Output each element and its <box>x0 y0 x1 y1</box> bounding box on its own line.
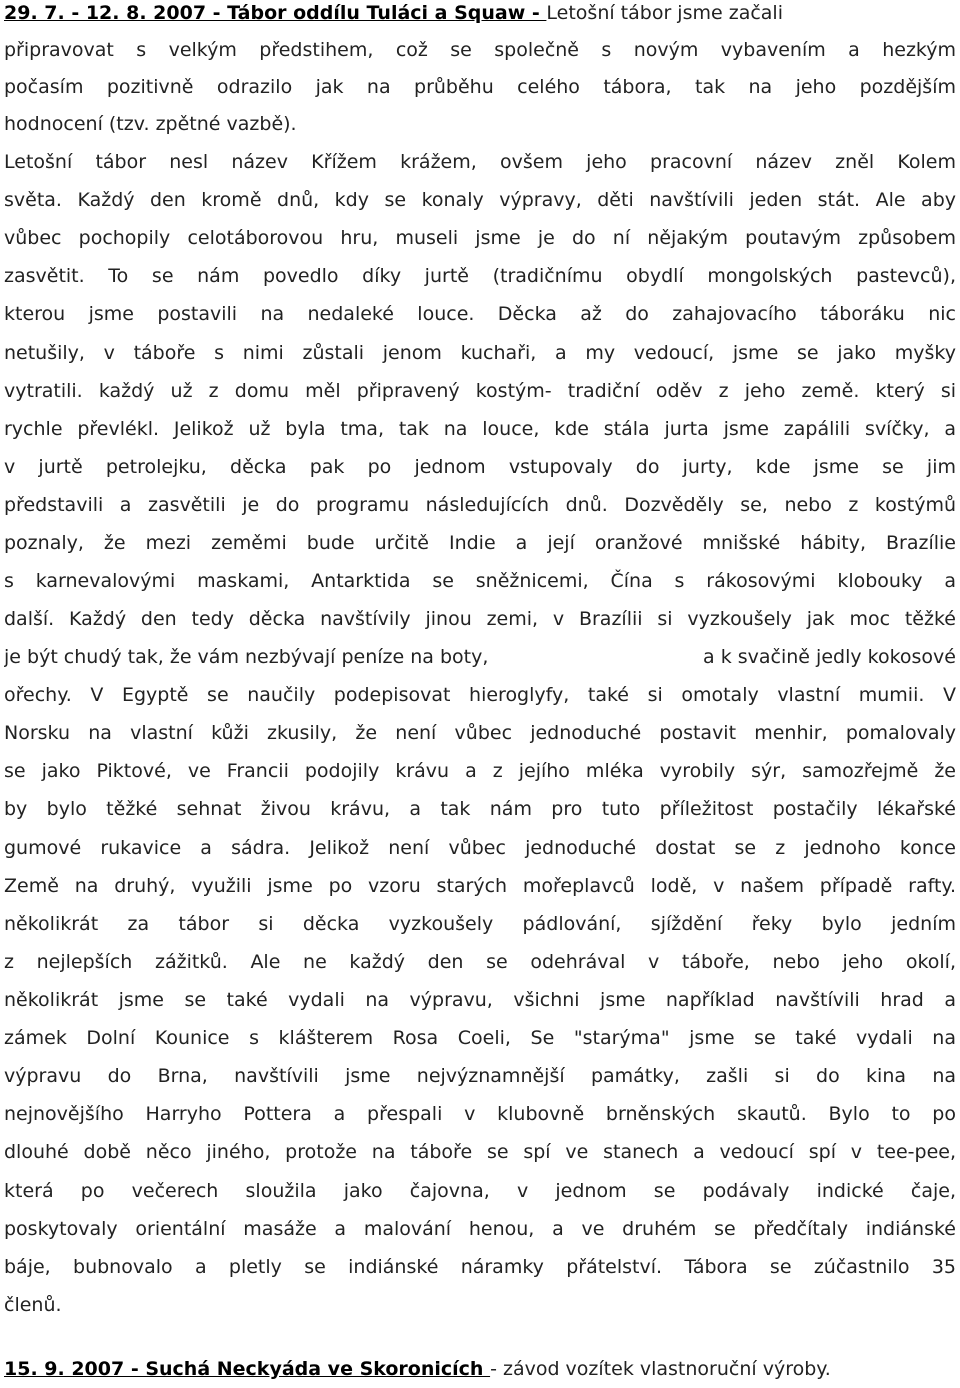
entry-1-text-line: členů. <box>4 1294 62 1316</box>
entry-1-first-line <box>4 0 956 32</box>
entry-1-text-line: zasvětit. To se nám povedlo díky jurtě (tradičnímu obydlí mongolských pastevců), <box>4 265 956 287</box>
entry-1-text-line: s karnevalovými maskami, Antarktida se sněžnicemi, Čína s rákosovými klobouky a <box>4 570 956 592</box>
entry-1-text-line: další. Každý den tedy děcka navštívily jinou zemi, v Brazílii si vyzkoušely jak moc těžké <box>4 608 956 630</box>
entry-1-text-line: rychle převlékl. Jelikož už byla tma, tak na louce, kde stála jurta jsme zapálili svíčky, a <box>4 418 956 440</box>
entry-1-text-line: se jako Piktové, ve Francii podojily krávu a z jejího mléka vyrobily sýr, samozřejmě že <box>4 760 956 782</box>
entry-1-text-line <box>4 181 956 219</box>
entry-1-text-line: by bylo těžké sehnat živou krávu, a tak nám pro tuto příležitost postačily lékařské <box>4 798 956 820</box>
entry-1-text-line: dlouhé době něco jiného, protože na táboře se spí ve stanech a vedoucí spí v tee-pee, <box>4 1141 956 1163</box>
entry-1-text-line: poznaly, že mezi zeměmi bude určitě Indie a její oranžové mnišské hábity, Brazílie <box>4 532 956 554</box>
entry-1-text-line <box>4 143 956 181</box>
paragraph-text: je být chudý tak, že vám nezbývají peníze na boty, <box>4 646 489 668</box>
entry-1-text-line: počasím pozitivně odrazilo jak na průběhu celého tábora, tak na jeho pozdějším <box>4 76 956 98</box>
entry-1-text-line: která po večerech sloužila jako čajovna, v jednom se podávaly indické čaje, <box>4 1180 956 1202</box>
entry-1-text-line: vůbec pochopily celotáborovou hru, museli jsme je do ní nějakým poutavým způsobem <box>4 227 956 249</box>
entry-1-text-line: představili a zasvětili je do programu následujících dnů. Dozvěděly se, nebo z kostýmů <box>4 494 956 516</box>
entry-1-heading: 29. 7. - 12. 8. 2007 - Tábor oddílu Tuláci a Squaw - <box>4 2 547 24</box>
paragraph-text: a k svačině jedly kokosové <box>703 646 956 668</box>
entry-2-text: - závod vozítek vlastnoruční výroby. <box>490 1358 831 1380</box>
paragraph-text: světa. Každý den kromě dnů, kdy se konaly výpravy, děti navštívili jeden stát. <box>4 189 861 211</box>
entry-1-text-line: několikrát jsme se také vydali na výpravu, všichni jsme například navštívili hrad a <box>4 989 956 1011</box>
paragraph-text: Letošní tábor nesl název Křížem krážem, ovšem jeho pracovní název zněl Kolem <box>4 151 956 173</box>
entry-2-line <box>4 1350 956 1388</box>
entry-1-text-line: několikrát za tábor si děcka vyzkoušely pádlování, sjíždění řeky bylo jedním <box>4 913 956 935</box>
entry-1-text-line: poskytovaly orientální masáže a malování henou, a ve druhém se předčítaly indiánské <box>4 1218 956 1240</box>
entry-1-text-line: nejnovějšího Harryho Pottera a přespali v klubovně brněnských skautů. Bylo to po <box>4 1103 956 1125</box>
entry-1-text-line: zámek Dolní Kounice s klášterem Rosa Coeli, Se "starýma" jsme se také vydali na <box>4 1027 956 1049</box>
entry-1-text-line <box>4 638 956 676</box>
entry-1-text-line: báje, bubnovalo a pletly se indiánské náramky přátelství. Tábora se zúčastnilo 35 <box>4 1256 956 1278</box>
entry-1-text-line: Letošní tábor jsme začali <box>546 2 783 24</box>
paragraph-text: Ale aby <box>875 189 956 211</box>
entry-1-text-line: ořechy. V Egyptě se naučily podepisovat hieroglyfy, také si omotaly vlastní mumii. V <box>4 684 956 706</box>
entry-1-text-line: vytratili. každý už z domu měl připravený kostým- tradiční oděv z jeho země. který si <box>4 380 956 402</box>
entry-2-heading: 15. 9. 2007 - Suchá Neckyáda ve Skoronicích <box>4 1358 491 1380</box>
entry-1-text-line: Země na druhý, využili jsme po vzoru starých mořeplavců lodě, v našem případě rafty. <box>4 875 956 897</box>
entry-1-text-line: kterou jsme postavili na nedaleké louce. Děcka až do zahajovacího táboráku nic <box>4 303 956 325</box>
entry-1-text-line: připravovat s velkým předstihem, což se společně s novým vybavením a hezkým <box>4 39 956 61</box>
entry-1-text-line: Norsku na vlastní kůži zkusily, že není vůbec jednoduché postavit menhir, pomalovaly <box>4 722 956 744</box>
entry-1-text-line: v jurtě petrolejku, děcka pak po jednom vstupovaly do jurty, kde jsme se jim <box>4 456 956 478</box>
entry-1-text-line: hodnocení (tzv. zpětné vazbě). <box>4 113 297 135</box>
entry-1-text-line: z nejlepších zážitků. Ale ne každý den se odehrával v táboře, nebo jeho okolí, <box>4 951 956 973</box>
entry-1-text-line: gumové rukavice a sádra. Jelikož není vůbec jednoduché dostat se z jednoho konce <box>4 837 956 859</box>
entry-1-text-line: výpravu do Brna, navštívili jsme nejvýznamnější památky, zašli si do kina na <box>4 1065 956 1087</box>
entry-1-text-line: netušily, v táboře s nimi zůstali jenom kuchaři, a my vedoucí, jsme se jako myšky <box>4 342 956 364</box>
